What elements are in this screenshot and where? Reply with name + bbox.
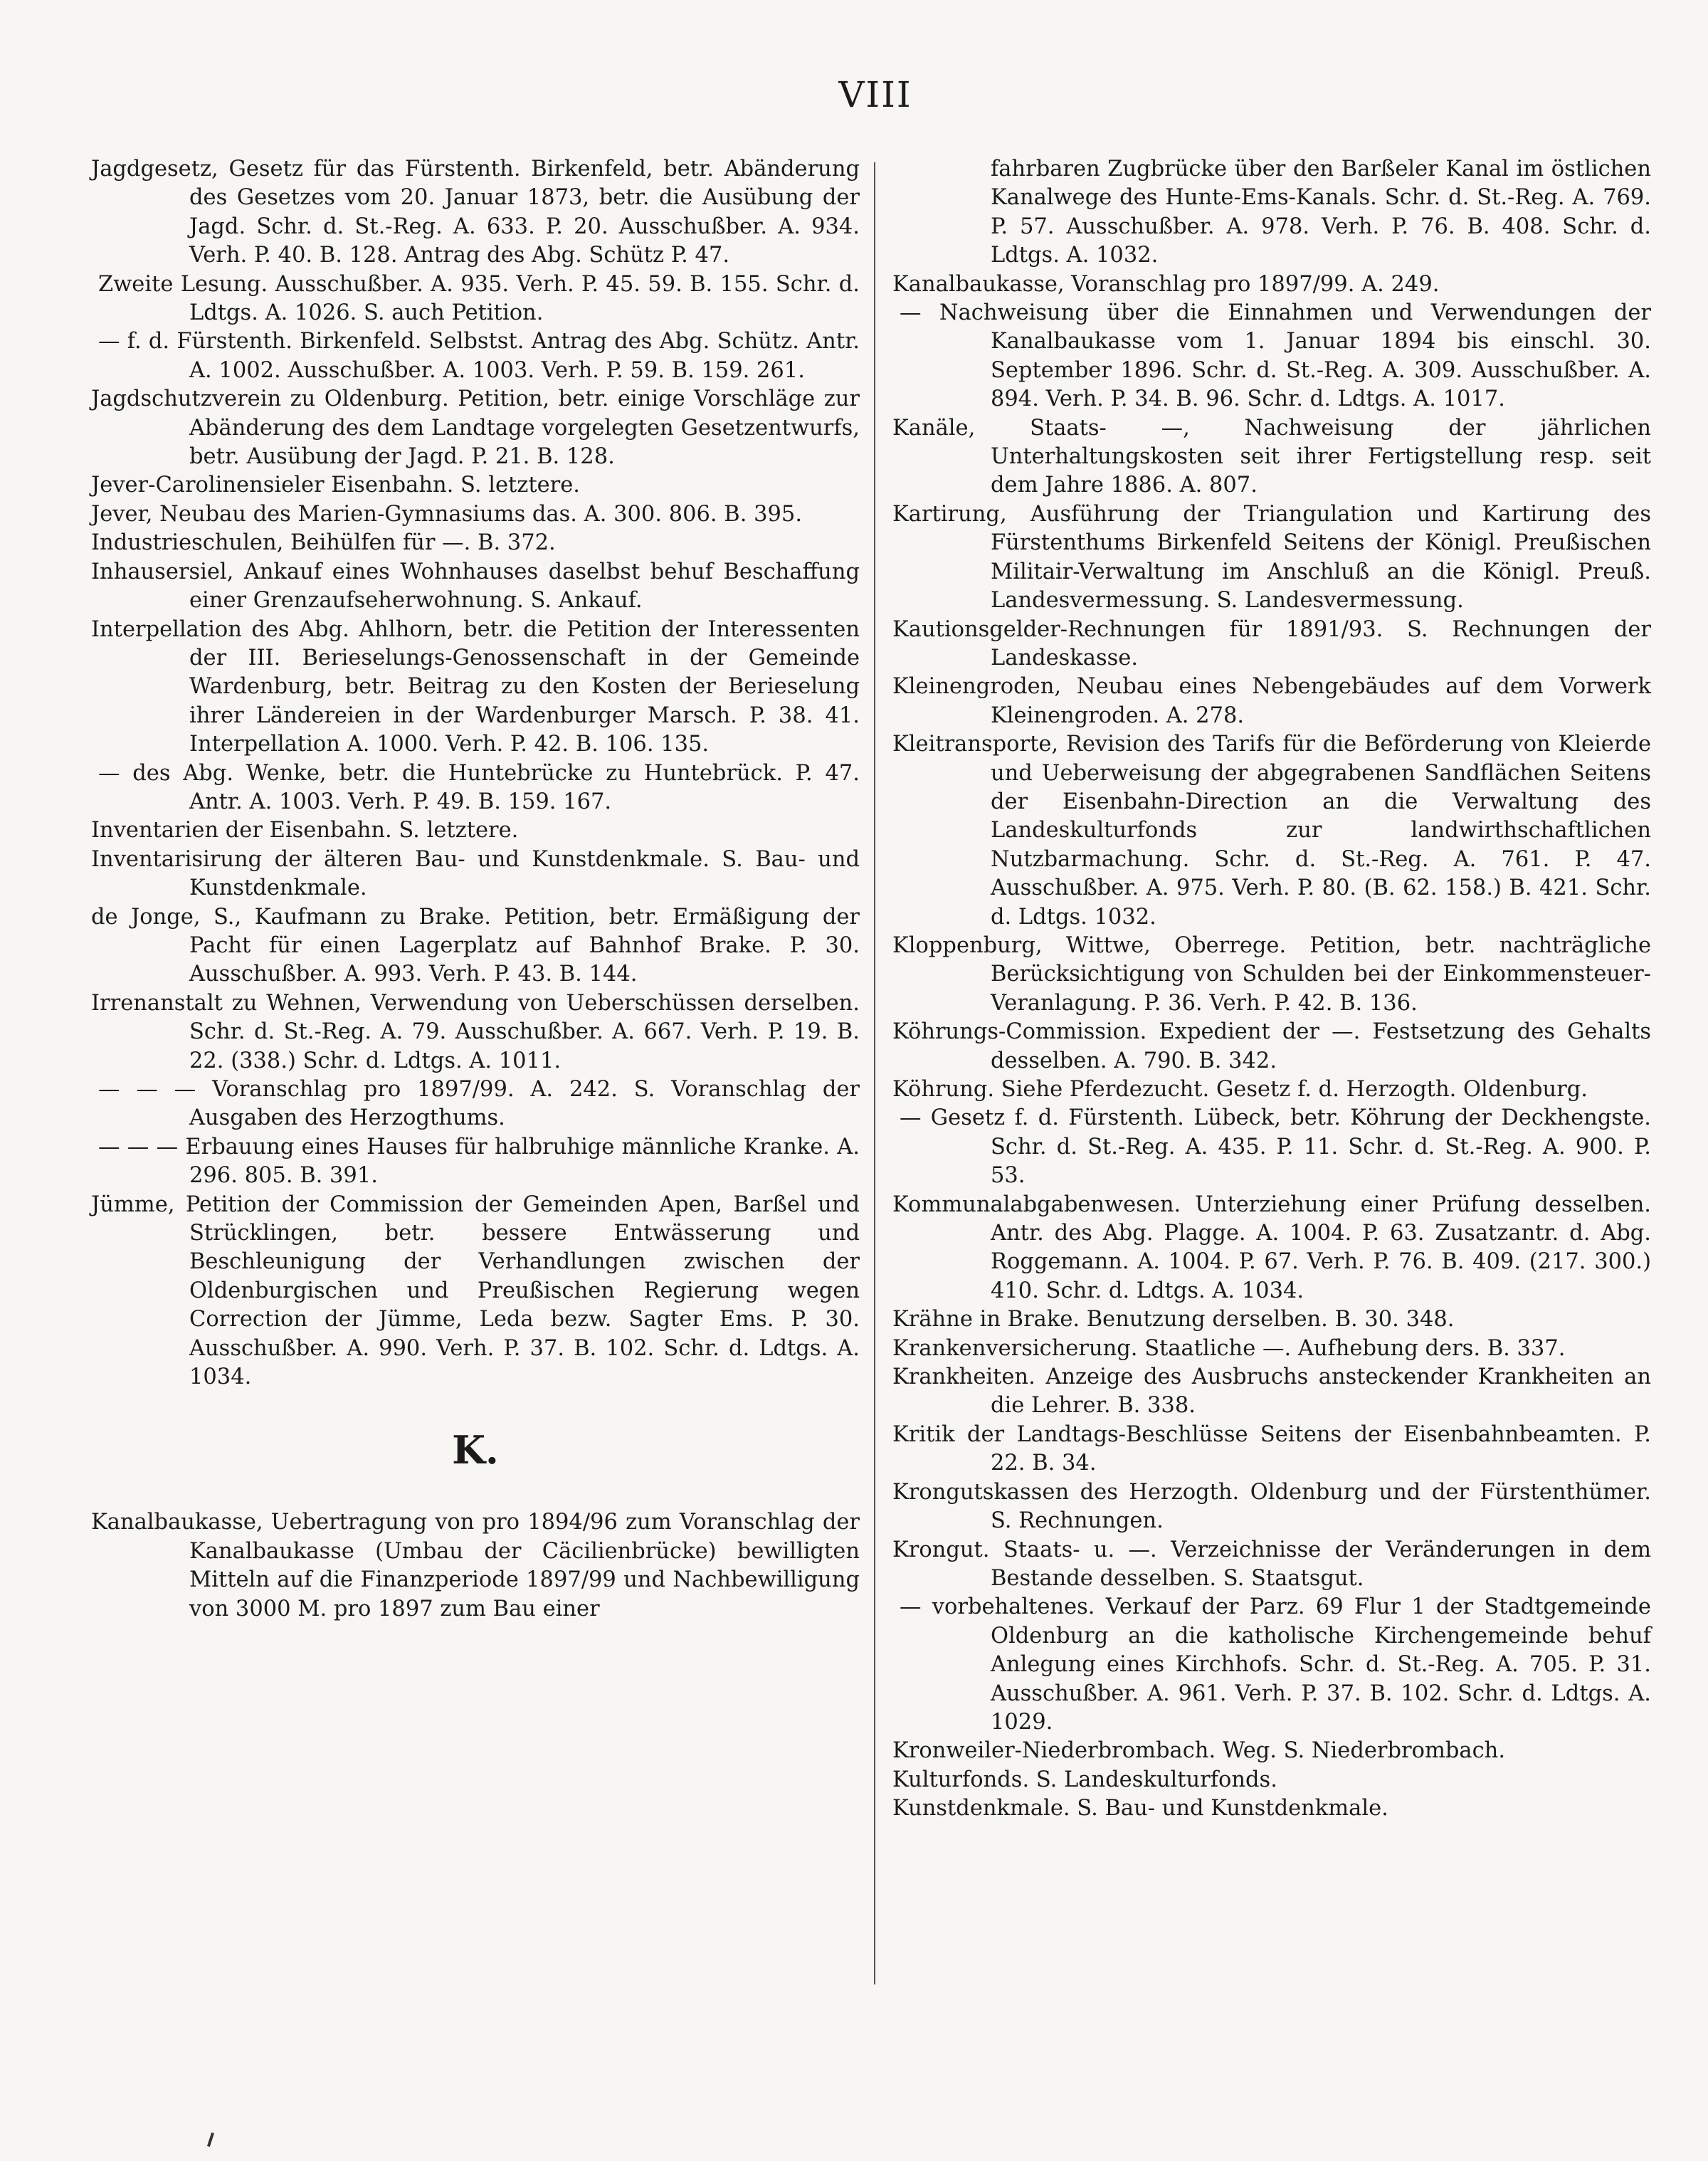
section-letter: K. xyxy=(452,1427,499,1473)
index-entry: Inventarisirung der älteren Bau- und Kunstdenkmale. S. Bau- und Kunstdenkmale. xyxy=(91,846,860,901)
index-entry: Kulturfonds. S. Landeskulturfonds. xyxy=(892,1767,1277,1792)
index-entry: Krongutskassen des Herzogth. Oldenburg und der Fürstenthümer. S. Rechnungen. xyxy=(892,1479,1651,1534)
index-entry: Krankenversicherung. Staatliche —. Aufhebung ders. B. 337. xyxy=(892,1335,1566,1361)
index-entry: Jümme, Petition der Commission der Gemeinden Apen, Barßel und Strücklingen, betr. bessere Entwässerung und Beschleunigung der Verhandlungen zwischen der Oldenburgischen und Preußischen Regierung wegen Correction der Jümme, Leda bezw. Sagter Ems. P. 30. Ausschußber. A. 990. Verh. P. 37. B. 102. Schr. d. Ldtgs. A. 1034. xyxy=(91,1192,860,1390)
index-entry: Inventarien der Eisenbahn. S. letztere. xyxy=(91,818,519,843)
index-entry: Kanalbaukasse, Voranschlag pro 1897/99. A. 249. xyxy=(892,271,1440,297)
page-number: VIII xyxy=(838,74,912,115)
index-entry: — Gesetz f. d. Fürstenth. Lübeck, betr. Köhrung der Deckhengste. Schr. d. St.-Reg. A. 435. P. 11. Schr. d. St.-Reg. A. 900. P. 53. xyxy=(900,1105,1651,1189)
index-entry: Köhrungs-Commission. Expedient der —. Festsetzung des Gehalts desselben. A. 790. B. 342. xyxy=(892,1019,1651,1073)
index-entry: Jever, Neubau des Marien-Gymnasiums das. A. 300. 806. B. 395. xyxy=(91,501,803,527)
index-entry: Kartirung, Ausführung der Triangulation und Kartirung des Fürstenthums Birkenfeld Seitens der Königl. Preußischen Militair-Verwaltung im Anschluß an die Königl. Preuß. Landesvermessung. S. Landesvermessung. xyxy=(892,501,1651,614)
index-entry: Krankheiten. Anzeige des Ausbruchs ansteckender Krankheiten an die Lehrer. B. 338. xyxy=(892,1365,1651,1419)
index-entry: — des Abg. Wenke, betr. die Huntebrücke zu Huntebrück. P. 47. Antr. A. 1003. Verh. P. 49. B. 159. 167. xyxy=(98,760,860,814)
right-column xyxy=(892,155,1651,1824)
index-entry: Zweite Lesung. Ausschußber. A. 935. Verh. P. 45. 59. B. 155. Schr. d. Ldtgs. A. 1026. S. auch Petition. xyxy=(98,271,860,326)
column-divider xyxy=(874,162,875,1984)
index-entry: Krähne in Brake. Benutzung derselben. B. 30. 348. xyxy=(892,1307,1455,1332)
index-entry: Jagdschutzverein zu Oldenburg. Petition, betr. einige Vorschläge zur Abänderung des dem Landtage vorgelegten Gesetzentwurfs, betr. Ausübung der Jagd. P. 21. B. 128. xyxy=(91,387,860,470)
left-column xyxy=(91,155,860,1624)
index-entry: Kautionsgelder-Rechnungen für 1891/93. S. Rechnungen der Landeskasse. xyxy=(892,616,1651,671)
index-entry: Krongut. Staats- u. —. Verzeichnisse der Veränderungen in dem Bestande desselben. S. Staatsgut. xyxy=(892,1537,1651,1591)
index-entry: Köhrung. Siehe Pferdezucht. Gesetz f. d. Herzogth. Oldenburg. xyxy=(892,1077,1588,1102)
index-entry: Kritik der Landtags-Beschlüsse Seitens der Eisenbahnbeamten. P. 22. B. 34. xyxy=(892,1421,1651,1476)
index-entry: Kleinengroden, Neubau eines Nebengebäudes auf dem Vorwerk Kleinengroden. A. 278. xyxy=(892,674,1651,728)
index-entry: — — — Voranschlag pro 1897/99. A. 242. S. Voranschlag der Ausgaben des Herzogthums. xyxy=(98,1077,860,1131)
index-entry: Kloppenburg, Wittwe, Oberrege. Petition, betr. nachträgliche Berücksichtigung von Schulden bei der Einkommensteuer-Veranlagung. P. 36. Verh. P. 42. B. 136. xyxy=(892,932,1651,1016)
index-entry: — vorbehaltenes. Verkauf der Parz. 69 Flur 1 der Stadtgemeinde Oldenburg an die katholische Kirchengemeinde behuf Anlegung eines Kirchhofs. Schr. d. St.-Reg. A. 705. P. 31. Ausschußber. A. 961. Verh. P. 37. B. 102. Schr. d. Ldtgs. A. 1029. xyxy=(900,1594,1651,1735)
index-entry: — — — Erbauung eines Hauses für halbruhige männliche Kranke. A. 296. 805. B. 391. xyxy=(98,1134,860,1189)
index-entry: Jagdgesetz, Gesetz für das Fürstenth. Birkenfeld, betr. Abänderung des Gesetzes vom 20. Januar 1873, betr. die Ausübung der Jagd. Schr. d. St.-Reg. A. 633. P. 20. Ausschußber. A. 934. Verh. P. 40. B. 128. Antrag des Abg. Schütz P. 47. xyxy=(91,157,860,268)
index-entry: Irrenanstalt zu Wehnen, Verwendung von Ueberschüssen derselben. Schr. d. St.-Reg. A. 79. Ausschußber. A. 667. Verh. P. 19. B. 22. (338.) Schr. d. Ldtgs. A. 1011. xyxy=(91,990,860,1073)
index-entry: Kronweiler-Niederbrombach. Weg. S. Niederbrombach. xyxy=(892,1738,1506,1764)
index-entry: Jever-Carolinensieler Eisenbahn. S. letztere. xyxy=(91,473,580,498)
index-entry: fahrbaren Zugbrücke über den Barßeler Kanal im östlichen Kanalwege des Hunte-Ems-Kanals. Schr. d. St.-Reg. A. 769. P. 57. Ausschußber. A. 978. Verh. P. 76. B. 408. Schr. d. Ldtgs. A. 1032. xyxy=(991,157,1651,268)
index-entry: — Nachweisung über die Einnahmen und Verwendungen der Kanalbaukasse vom 1. Januar 1894 bis einschl. 30. September 1896. Schr. d. St.-Reg. A. 309. Ausschußber. A. 894. Verh. P. 34. B. 96. Schr. d. Ldtgs. A. 1017. xyxy=(900,300,1651,412)
index-entry: Kunstdenkmale. S. Bau- und Kunstdenkmale. xyxy=(892,1796,1388,1821)
index-entry: Inhausersiel, Ankauf eines Wohnhauses daselbst behuf Beschaffung einer Grenzaufseherwohnung. S. Ankauf. xyxy=(91,559,860,614)
index-entry: Kommunalabgabenwesen. Unterziehung einer Prüfung desselben. Antr. des Abg. Plagge. A. 1004. P. 63. Zusatzantr. d. Abg. Roggemann. A. 1004. P. 67. Verh. P. 76. B. 409. (217. 300.) 410. Schr. d. Ldtgs. A. 1034. xyxy=(892,1192,1651,1303)
index-entry: Kleitransporte, Revision des Tarifs für die Beförderung von Kleierde und Ueberweisung der abgegrabenen Sandflächen Seitens der Eisenbahn-Direction an die Verwaltung des Landeskulturfonds zur landwirthschaftlichen Nutzbarmachung. Schr. d. St.-Reg. A. 761. P. 47. Ausschußber. A. 975. Verh. P. 80. (B. 62. 158.) B. 421. Schr. d. Ldtgs. 1032. xyxy=(892,732,1651,930)
ink-mark xyxy=(207,2133,214,2147)
index-entry: de Jonge, S., Kaufmann zu Brake. Petition, betr. Ermäßigung der Pacht für einen Lagerplatz auf Bahnhof Brake. P. 30. Ausschußber. A. 993. Verh. P. 43. B. 144. xyxy=(91,904,860,987)
index-entry: — f. d. Fürstenth. Birkenfeld. Selbstst. Antrag des Abg. Schütz. Antr. A. 1002. Ausschußber. A. 1003. Verh. P. 59. B. 159. 261. xyxy=(98,329,860,383)
index-entry: Kanäle, Staats- —, Nachweisung der jährlichen Unterhaltungskosten seit ihrer Fertigstellung resp. seit dem Jahre 1886. A. 807. xyxy=(892,415,1651,498)
index-entry: Kanalbaukasse, Uebertragung von pro 1894/96 zum Voranschlag der Kanalbaukasse (Umbau der Cäcilienbrücke) bewilligten Mitteln auf die Finanzperiode 1897/99 und Nachbewilligung von 3000 M. pro 1897 zum Bau einer xyxy=(91,1510,860,1621)
index-entry: Interpellation des Abg. Ahlhorn, betr. die Petition der Interessenten der III. Berieselungs-Genossenschaft in der Gemeinde Wardenburg, betr. Beitrag zu den Kosten der Berieselung ihrer Ländereien in der Wardenburger Marsch. P. 38. 41. Interpellation A. 1000. Verh. P. 42. B. 106. 135. xyxy=(91,616,860,757)
index-entry: Industrieschulen, Beihülfen für —. B. 372. xyxy=(91,530,556,556)
